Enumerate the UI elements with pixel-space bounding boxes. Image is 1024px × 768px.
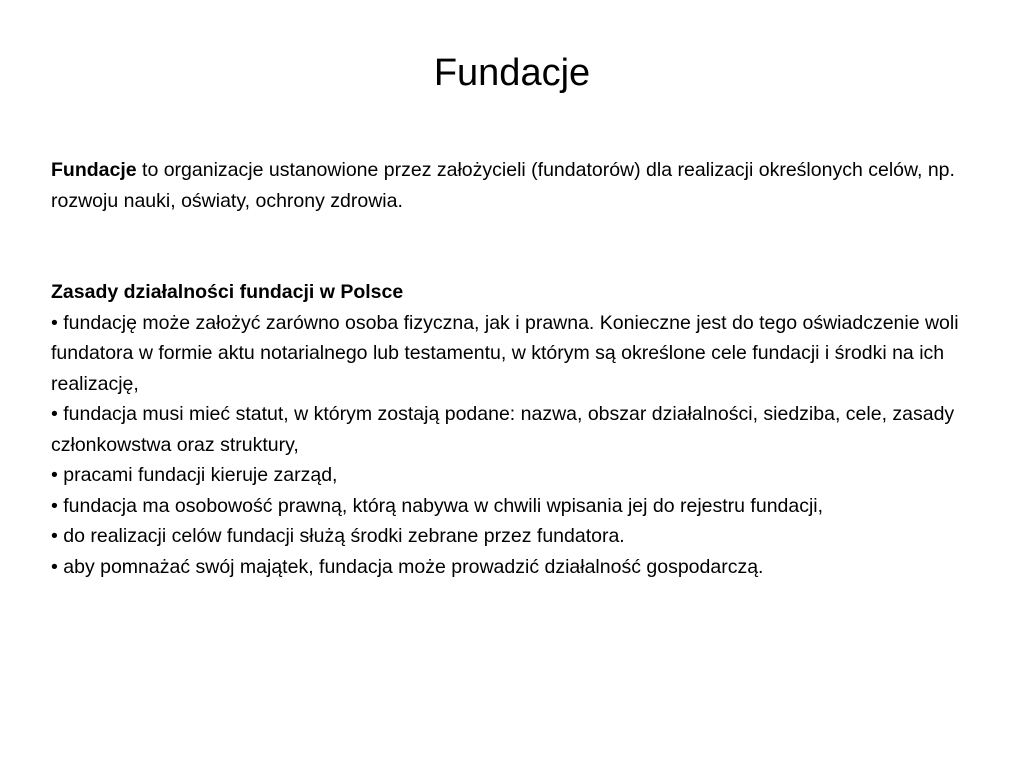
bullet-item-5 — [51, 521, 981, 552]
spacer — [51, 216, 981, 277]
bullet-text: fundację może założyć zarówno osoba fizyczna, jak i prawna. Konieczne jest do tego oświadczenie woli fundatora w formie aktu notarialnego lub testamentu, w którym są określone cele fundacji i środki na ich realizację, — [51, 311, 959, 395]
bullet-item-3 — [51, 460, 981, 491]
bullet-text: fundacja musi mieć statut, w którym zostają podane: nazwa, obszar działalności, siedziba, cele, zasady członkowstwa oraz struktury, — [51, 403, 955, 456]
bullet-text: do realizacji celów fundacji służą środki zebrane przez fundatora. — [63, 525, 625, 547]
bullet-text: fundacja ma osobowość prawną, którą nabywa w chwili wpisania jej do rejestru fundacji, — [63, 494, 824, 517]
bullet-item-1 — [51, 308, 981, 400]
bullet-item-2 — [51, 399, 981, 460]
slide-title: Fundacje — [433, 52, 591, 94]
bullet-text: pracami fundacji kieruje zarząd, — [63, 464, 338, 486]
bullet-text: aby pomnażać swój majątek, fundacja może prowadzić działalność gospodarczą. — [63, 555, 764, 578]
bullet-icon: • — [51, 403, 58, 425]
intro-definition: to organizacje ustanowione przez założycieli (fundatorów) dla realizacji określonych celów, np. rozwoju nauki, oświaty, ochrony zdrowia. — [51, 159, 955, 212]
intro-paragraph — [51, 155, 981, 216]
bullet-icon: • — [51, 494, 58, 517]
bullet-icon: • — [51, 555, 58, 578]
bullet-icon: • — [51, 311, 58, 334]
slide-content — [51, 155, 981, 582]
bullet-icon: • — [51, 464, 58, 486]
bullet-item-6 — [51, 552, 981, 583]
bullet-item-4 — [51, 491, 981, 522]
intro-term: Fundacje — [51, 159, 137, 181]
section-heading: Zasady działalności fundacji w Polsce — [51, 281, 404, 303]
bullet-icon: • — [51, 525, 58, 547]
